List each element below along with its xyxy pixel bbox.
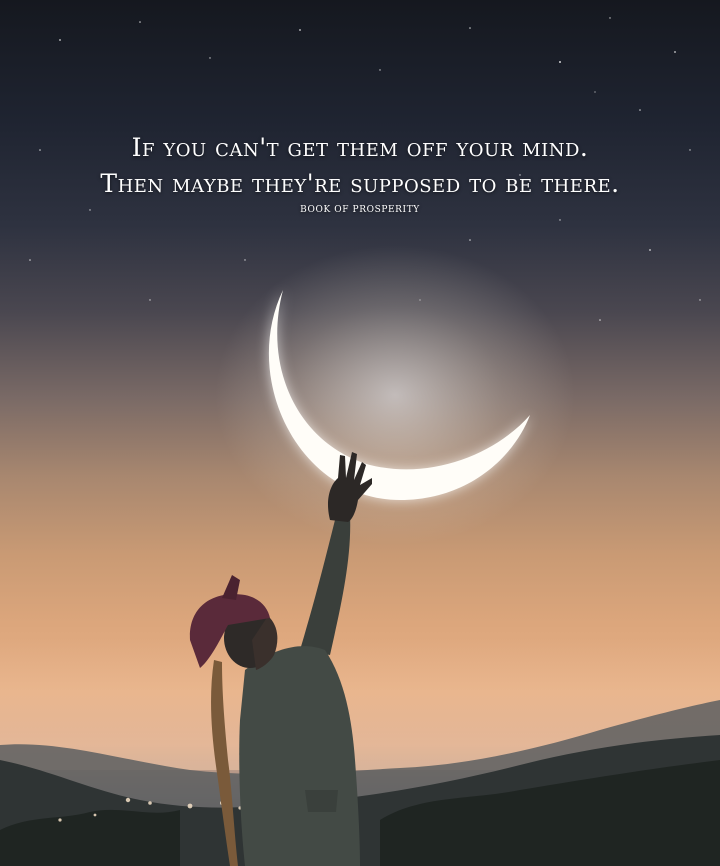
quote-block (0, 130, 720, 216)
moon-glow (215, 245, 575, 545)
quote-line-1: If you can't get them off your mind. (131, 133, 589, 162)
quote-source: BOOK OF PROSPERITY (300, 205, 420, 215)
quote-line-2: Then maybe they're supposed to be there. (100, 169, 620, 198)
